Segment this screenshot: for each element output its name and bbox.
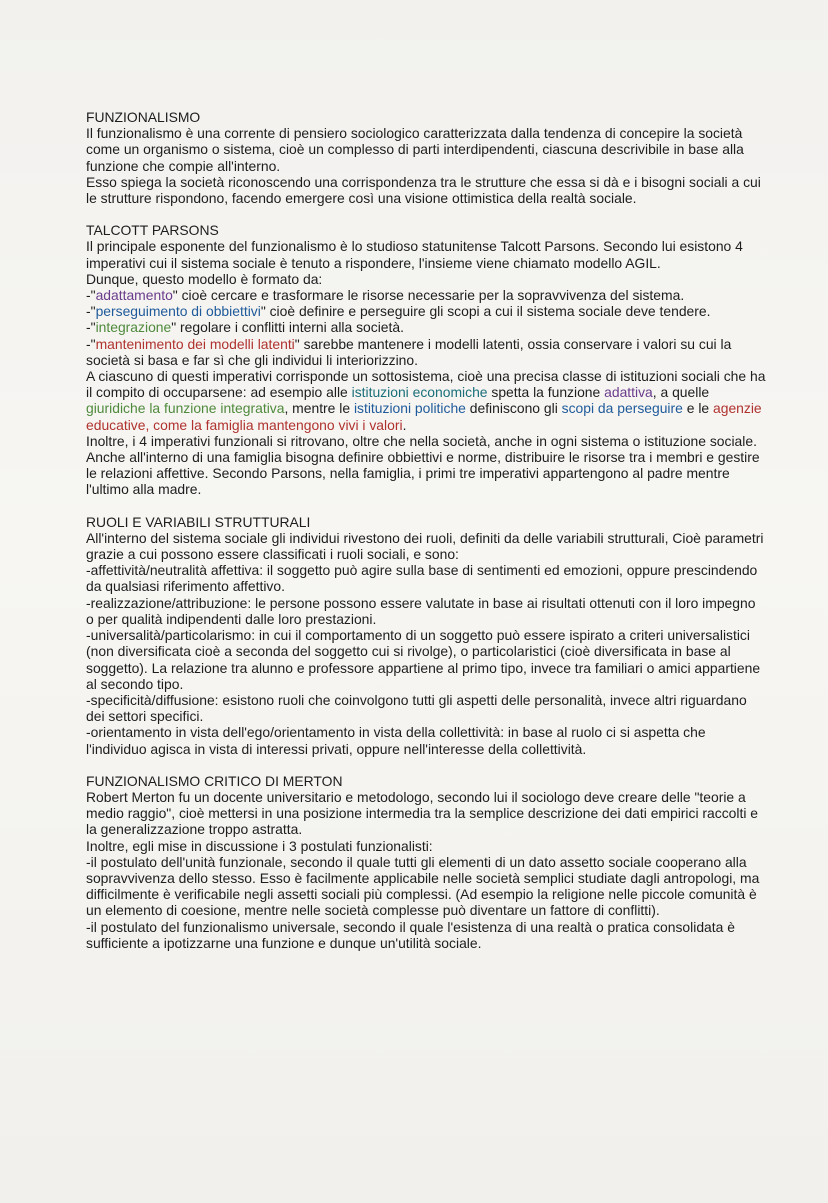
highlight-scopi: scopi da perseguire — [561, 400, 683, 417]
paragraph: Inoltre, i 4 imperativi funzionali si ritrovano, oltre che nella società, anche in ogni sistema o istituzione sociale. — [86, 432, 757, 449]
imperative-item: -"mantenimento dei modelli latenti" sarebbe mantenere i modelli latenti, ossia conservare i valori su cui la società si basa e far sì che gli individui li interiorizzino. — [86, 335, 732, 368]
term-perseguimento: perseguimento di obbiettivi — [95, 303, 261, 320]
list-item: -il postulato dell'unità funzionale, secondo il quale tutti gli elementi di un dato assetto sociale cooperano alla sopravvivenza dello stesso. Esso è facilmente applicabile nelle società semplici studiate dagli antropologi, ma difficilmente è verificabile negli assetti sociali più complessi. (Ad esempio la religione nelle piccole comunità è un elemento di coesione, mentre nelle società complesse può diventare un fattore di conflitti). — [86, 853, 760, 919]
paragraph: Inoltre, egli mise in discussione i 3 postulati funzionalisti: — [86, 837, 433, 854]
highlight-istituzioni-politiche: istituzioni politiche — [353, 400, 466, 417]
section-title-merton: FUNZIONALISMO CRITICO DI MERTON — [86, 772, 343, 789]
highlight-istituzioni-economiche: istituzioni economiche — [351, 384, 488, 401]
term-mantenimento: mantenimento dei modelli latenti — [95, 335, 295, 352]
paragraph: Dunque, questo modello è formato da: — [86, 270, 323, 287]
list-item: -il postulato del funzionalismo universale, secondo il quale l'esistenza di una realtà o pratica consolidata è sufficiente a ipotizzarne una funzione e dunque un'utilità sociale. — [86, 918, 735, 951]
document-body — [86, 109, 766, 951]
imperative-item: -"integrazione" regolare i conflitti interni alla società. — [86, 319, 404, 336]
paragraph-subsystems: A ciascuno di questi imperativi corrisponde un sottosistema, cioè una precisa classe di istituzioni sociali che ha il compito di occuparsene: ad esempio alle istituzioni economiche spetta la funzione adattiva, a quelle giuridiche la funzione integrativa, mentre le istituzioni politiche definiscono gli scopi da perseguire e le agenzie educative, come la famiglia mantengono vivi i valori. — [86, 368, 766, 433]
paragraph: Il funzionalismo è una corrente di pensiero sociologico caratterizzata dalla tendenza di concepire la società come un organismo o sistema, cioè un complesso di parti interdipendenti, ciascuna descrivibile in base alla funzione che compie all'interno. — [86, 125, 744, 174]
section-title-funzionalismo: FUNZIONALISMO — [86, 109, 201, 125]
paragraph: Esso spiega la società riconoscendo una corrispondenza tra le strutture che essa si dà e i bisogni sociali a cui le strutture rispondono, facendo emergere così una visione ottimistica della realtà sociale. — [86, 173, 761, 207]
highlight-agenzie-educative: agenzie educative, come la famiglia mantengono vivi i valori — [86, 400, 762, 433]
list-item: -orientamento in vista dell'ego/orientamento in vista della collettività: in base al ruolo ci si aspetta che l'individuo agisca in vista di interessi privati, oppure nell'interesse della collettività. — [86, 724, 706, 757]
imperative-item: -"adattamento" cioè cercare e trasformare le risorse necessarie per la sopravvivenza del sistema. — [86, 287, 685, 304]
term-integrazione: integrazione — [95, 319, 172, 336]
list-item: -realizzazione/attribuzione: le persone possono essere valutate in base ai risultati ottenuti con il loro impegno o per qualità indipendenti dalle loro prestazioni. — [86, 594, 756, 627]
paragraph: Il principale esponente del funzionalismo è lo studioso statunitense Talcott Parsons. Secondo lui esistono 4 imperativi cui il sistema sociale è tenuto a rispondere, l'insieme viene chiamato modello AGIL. — [86, 238, 743, 271]
list-item: -universalità/particolarismo: in cui il comportamento di un soggetto può essere ispirato a criteri universalistici (non diversificata cioè a seconda del soggetto cui si rivolge), o particolaristici (cioè diversificata in base al soggetto). La relazione tra alunno e professore appartiene al primo tipo, invece tra familiari o amici appartiene al secondo tipo. — [86, 627, 761, 692]
section-title-talcott-parsons: TALCOTT PARSONS — [86, 222, 219, 239]
paragraph: Robert Merton fu un docente universitario e metodologo, secondo lui il sociologo deve creare delle "teorie a medio raggio", cioè mettersi in una posizione intermedia tra la semplice descrizione dei dati empirici raccolti e la generalizzazione troppo astratta. — [86, 788, 758, 838]
paragraph: Anche all'interno di una famiglia bisogna definire obbiettivi e norme, distribuire le risorse tra i membri e gestire le relazioni affettive. Secondo Parsons, nella famiglia, i primi tre imperativi appartengono al padre mentre l'ultimo alla madre. — [86, 449, 760, 498]
list-item: -affettività/neutralità affettiva: il soggetto può agire sulla base di sentimenti ed emozioni, oppure prescindendo da qualsiasi riferimento affettivo. — [86, 562, 758, 595]
paragraph: All'interno del sistema sociale gli individui rivestono dei ruoli, definiti da delle variabili strutturali, Cioè parametri grazie a cui possono essere classificati i ruoli sociali, e sono: — [86, 529, 764, 563]
section-title-ruoli-variabili: RUOLI E VARIABILI STRUTTURALI — [86, 513, 311, 530]
imperative-item: -"perseguimento di obbiettivi" cioè definire e perseguire gli scopi a cui il sistema sociale deve tendere. — [86, 303, 711, 320]
list-item: -specificità/diffusione: esistono ruoli che coinvolgono tutti gli aspetti delle personalità, invece altri riguardano dei settori specifici. — [86, 691, 747, 725]
highlight-giuridiche: giuridiche la funzione integrativa — [86, 400, 285, 417]
term-adattamento: adattamento — [95, 287, 173, 304]
highlight-adattiva: adattiva — [604, 384, 653, 401]
